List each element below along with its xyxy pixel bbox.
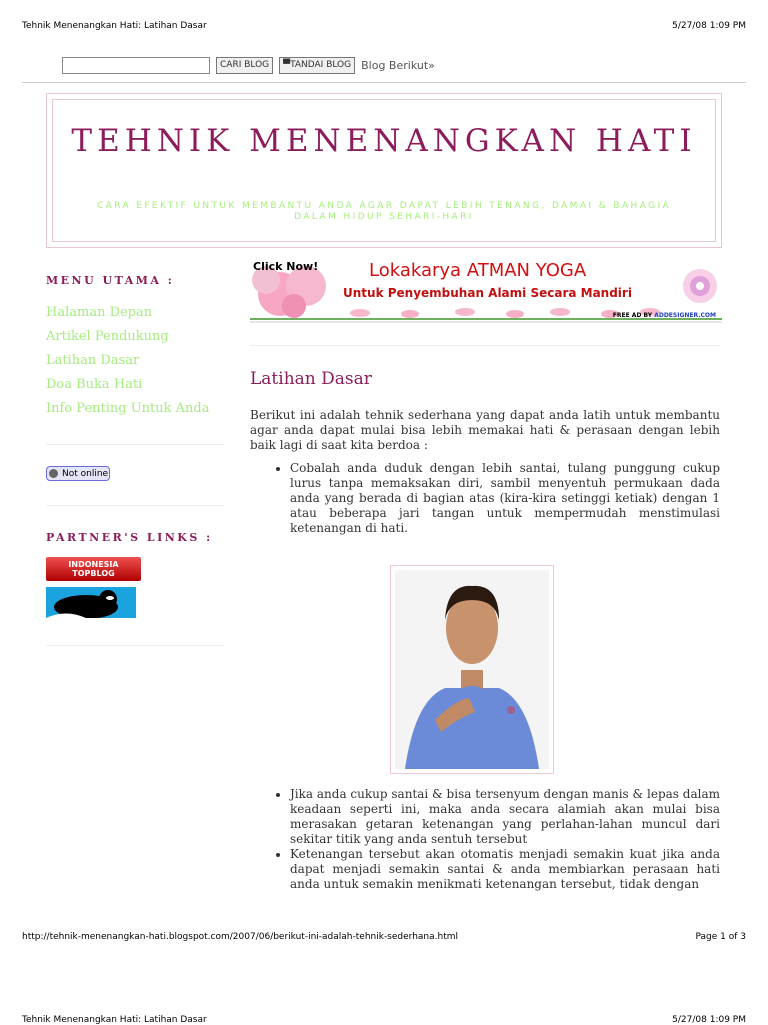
print-footer-url: http://tehnik-menenangkan-hati.blogspot.com/2007/06/berikut-ini-adalah-tehnik-sederhana.html <box>22 932 459 942</box>
list-item: • Cobalah anda duduk dengan lebih santai, tulang punggung cukup lurus tanpa memaksakan diri, sambil menyentuh permukaan dada anda yang berada di bagian atas (kira-kira setinggi ketiak) dengan 1 atau beberapa jari tangan untuk mempermudah menstimulasi ketenangan di hati. <box>290 461 720 536</box>
partners-heading: PARTNER'S LINKS : <box>46 531 213 544</box>
next-blog-link[interactable]: Blog Berikut» <box>361 59 435 72</box>
flag-blog-label: TANDAI BLOG <box>290 60 352 70</box>
ad-free-label: FREE AD BY ADDESIGNER.COM <box>612 312 716 319</box>
badge-line-1: INDONESIA <box>68 560 119 569</box>
menu-item-latihan-dasar[interactable]: Latihan Dasar <box>46 353 140 368</box>
post-body-continued <box>250 787 720 892</box>
list-item: • Jika anda cukup santai & bisa tersenyum dengan manis & lepas dalam keadaan seperti ini, maka anda secara alamiah akan mulai bisa merasakan getaran ketenangan yang perlahan-lahan muncul dari sekitar titik yang anda sentuh tersebut <box>290 787 720 847</box>
cat-logo-icon <box>46 587 136 618</box>
flag-icon: ▀ <box>283 60 291 70</box>
meditation-photo[interactable] <box>390 565 554 774</box>
indonesia-topblog-badge[interactable] <box>46 557 141 581</box>
sidebar <box>46 274 224 578</box>
blogger-navbar <box>62 57 435 74</box>
post-bullets-1 <box>250 461 720 536</box>
divider <box>46 444 224 445</box>
ad-subtitle: Untuk Penyembuhan Alami Secara Mandiri <box>343 286 632 300</box>
post-body <box>250 408 720 536</box>
print-footer-page: Page 1 of 3 <box>695 932 746 942</box>
post-intro: Berikut ini adalah tehnik sederhana yang dapat anda latih untuk membantu agar anda dapat mulai bisa lebih memakai hati & perasaan dengan lebih baik lagi di saat kita berdoa : <box>250 408 720 452</box>
ad-title: Lokakarya ATMAN YOGA <box>369 260 587 281</box>
menu-item-info-penting[interactable]: Info Penting Untuk Anda <box>46 401 210 416</box>
print-header-datetime: 5/27/08 1:09 PM <box>672 21 746 31</box>
blog-header <box>46 93 722 248</box>
search-input[interactable] <box>62 57 210 74</box>
print-header-datetime-2: 5/27/08 1:09 PM <box>672 1015 746 1025</box>
list-item: • Ketenangan tersebut akan otomatis menjadi semakin kuat jika anda dapat menjadi semakin santai & anda membiarkan perasaan hati anda untuk semakin menikmati ketenangan tersebut, tidak dengan <box>290 847 720 892</box>
post-bullets-2 <box>250 787 720 892</box>
person-meditating-icon <box>395 570 549 769</box>
online-status-label: Not online <box>62 469 109 479</box>
divider <box>46 505 224 506</box>
menu-item-halaman-depan[interactable]: Halaman Depan <box>46 305 153 320</box>
print-header-title-2: Tehnik Menenangkan Hati: Latihan Dasar <box>22 1015 207 1025</box>
divider <box>250 345 720 346</box>
menu-item-artikel-pendukung[interactable]: Artikel Pendukung <box>46 329 169 344</box>
ad-banner[interactable] <box>250 258 722 323</box>
flag-blog-button[interactable] <box>279 57 355 74</box>
badge-line-2: TOPBLOG <box>72 569 115 578</box>
partner-cat-badge[interactable] <box>46 587 136 618</box>
divider <box>46 645 224 646</box>
online-status-badge[interactable] <box>46 466 110 481</box>
menu-heading: MENU UTAMA : <box>46 274 175 287</box>
ad-click-now: Click Now! <box>253 260 319 273</box>
post-title: Latihan Dasar <box>250 369 372 389</box>
print-header-title: Tehnik Menenangkan Hati: Latihan Dasar <box>22 21 207 31</box>
status-dot-icon <box>49 469 58 478</box>
menu-list <box>46 301 224 421</box>
blog-title[interactable]: TEHNIK MENENANGKAN HATI <box>71 123 697 159</box>
divider <box>22 82 746 83</box>
menu-item-doa-buka-hati[interactable]: Doa Buka Hati <box>46 377 143 392</box>
blog-description: CARA EFEKTIF UNTUK MEMBANTU ANDA AGAR DAPAT LEBIH TENANG, DAMAI & BAHAGIA DALAM HIDUP SEHARI-HARI <box>96 201 672 222</box>
search-blog-button[interactable]: CARI BLOG <box>216 57 273 74</box>
